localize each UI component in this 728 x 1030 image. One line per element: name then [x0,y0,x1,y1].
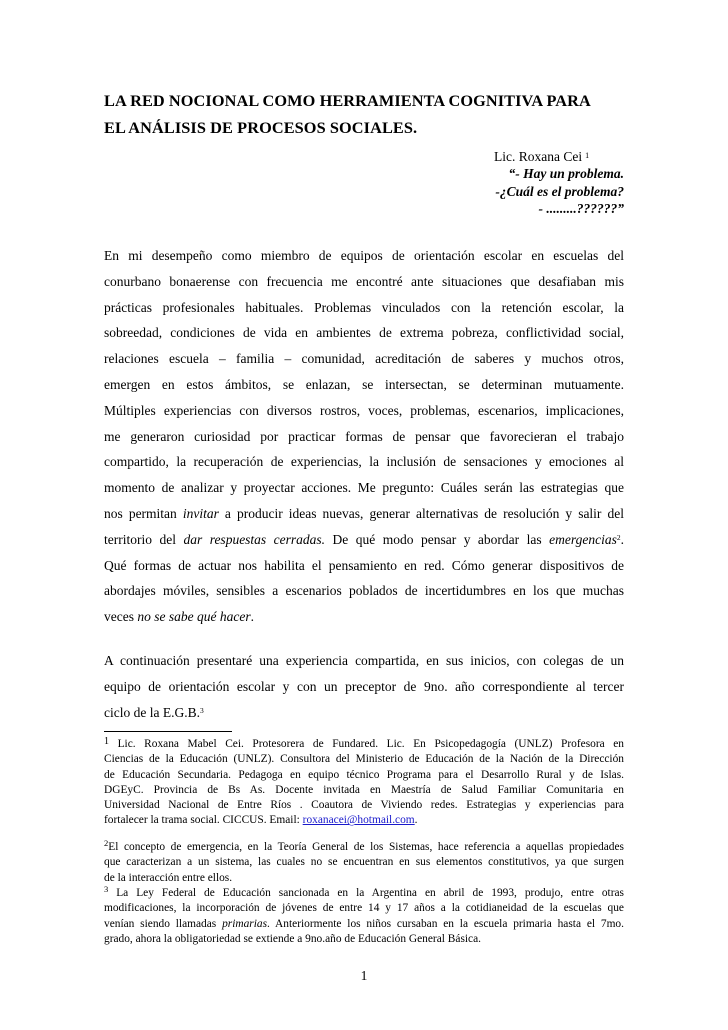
footnote-line: Ciencias de la Educación (UNLZ). Consultora del Ministerio de Educación de la Nación de la Dirección [104,753,624,766]
paragraph-line: sobreedad, condiciones de vida en ambientes de extrema pobreza, conflictividad social, [104,325,624,341]
footnote-line: de la interacción entre ellos. [104,871,233,884]
paragraph-line [104,604,624,630]
document-title [104,87,634,141]
text-run: La Ley Federal de Educación sancionada en la Argentina en abril de 1993, produjo, entre otras [108,887,624,899]
text-run: . Anteriormente los niños cursaban en la escuela primaria hasta el 7mo. [267,917,624,930]
paragraph-line: Múltiples experiencias con diversos rostros, voces, problemas, escenarios, implicaciones, [104,402,624,418]
author-line [494,149,589,165]
emphasis-invitar: invitar [182,505,219,521]
epigraph-line-1 [364,165,624,183]
emphasis-emergencias: emergencias [549,531,617,547]
footnote-mark: 1 [104,736,109,747]
paragraph-line [104,700,624,726]
paragraph-1 [104,243,624,630]
page-number: 1 [360,968,368,983]
paragraph-line: compartido, la recuperación de experiencias, la inclusión de sensaciones y emociones al [104,454,624,470]
footnote-line [104,737,624,752]
text-run: nos permitan [104,505,183,521]
footnote-2 [104,840,624,886]
text-run: venían siendo llamadas [104,917,223,930]
footnote-line: grado, ahora la obligatoriedad se extiende a 9no.año de Educación General Básica. [104,932,481,945]
text-run: . [250,609,254,625]
text-run: veces [104,609,138,625]
paragraph-line: momento de analizar y proyectar acciones. Me pregunto: Cuáles serán las estrategias que [104,480,624,496]
paragraph-line: equipo de orientación escolar y con un preceptor de 9no. año correspondiente al tercer [104,678,624,694]
footnote-mark: 3 [104,884,109,894]
author-footnote-mark[interactable]: 1 [585,151,590,160]
text-run: Lic. Roxana Mabel Cei. Protesorera de Fundared. Lic. En Psicopedagogía (UNLZ) Profesora en [109,738,624,750]
paragraph-line: A continuación presentaré una experiencia compartida, en sus inicios, con colegas de un [104,653,624,668]
epigraph [364,165,624,218]
author-name: Lic. Roxana Cei [494,149,583,164]
title-line-1: LA RED NOCIONAL COMO HERRAMIENTA COGNITIVA PARA [104,91,591,110]
paragraph-line: me generaron curiosidad por practicar formas de pensar que favorecieran el trabajo [104,428,624,444]
footnote-1 [104,737,624,829]
footnote-line [104,886,624,901]
paragraph-line: prácticas profesionales habituales. Problemas vinculados con la retención escolar, la [104,299,624,315]
epigraph-line-3: - .........??????” [538,201,624,216]
text-run: El concepto de emergencia, en la Teoría General de los Sistemas, hace referencia a aquellas propiedades [108,841,624,853]
footnote-line [104,917,624,932]
footnote-ref-3[interactable]: 3 [199,705,204,715]
footnote-mark: 2 [104,838,109,848]
footnote-line [104,840,624,855]
footnote-line: DGEyC. Provincia de Bs As. Docente invitada en Maestría de Salud Familiar Comunitaria en [104,783,624,796]
paragraph-line: conurbano bonaerense con frecuencia me encontré ante situaciones que desafiaban mis [104,273,624,289]
paragraph-line: relaciones escuela – familia – comunidad, acreditación de saberes y muchos otros, [104,351,624,367]
text-run: fortalecer la trama social. CICCUS. Email: [104,814,303,827]
text-run: . [414,814,418,827]
paragraph-line [104,527,624,553]
epigraph-line-2: -¿Cuál es el problema? [495,183,624,199]
emphasis-primarias: primarias [222,917,268,930]
title-line-2: EL ANÁLISIS DE PROCESOS SOCIALES. [104,118,418,137]
text-run: territorio del [104,531,184,547]
epigraph-text-1: Hay un problema. [523,166,624,181]
paragraph-line [104,501,624,527]
footnote-line: Universidad Nacional de Entre Ríos . Coautora de Viviendo redes. Estrategias y experiencias para [104,799,624,812]
paragraph-line: emergen en estos ámbitos, se enlazan, se intersectan, se determinan mutuamente. [104,376,624,392]
footnote-ref-2[interactable]: 2 [616,532,621,542]
footnote-line: modificaciones, la incorporación de jóvenes de entre 14 y 17 años a la cotidianeidad de la escuelas que [104,902,624,915]
text-run: ciclo de la E.G.B. [104,704,200,720]
text-run: De qué modo pensar y abordar las [325,531,550,547]
text-run: . [620,531,624,547]
paragraph-2 [104,648,624,725]
footnote-separator [104,731,232,732]
text-run: a producir ideas nuevas, generar alternativas de resolución y salir del [218,505,624,521]
paragraph-line: Qué formas de actuar nos habilita el pensamiento en red. Cómo generar dispositivos de [104,557,624,573]
footnote-3 [104,886,624,947]
footnote-line [104,813,624,828]
footnote-line: de Educación Secundaria. Pedagoga en equipo técnico Programa para el Desarrollo Rural y de Islas. [104,768,624,781]
email-link[interactable]: roxanacei@hotmail.com [302,814,415,827]
paragraph-line: abordajes móviles, sensibles a escenarios poblados de incertidumbres en los que muchas [104,583,624,599]
footnote-line: que caracterizan a un sistema, las cuales no se encuentran en sus elementos constitutivos, ya que surgen [104,856,624,869]
emphasis-no-se-sabe: no se sabe qué hacer [137,609,251,625]
emphasis-dar-respuestas: dar respuestas cerradas. [183,531,326,547]
paragraph-line: En mi desempeño como miembro de equipos de orientación escolar en escuelas del [104,248,624,263]
epigraph-quote-open: “- [508,166,524,181]
